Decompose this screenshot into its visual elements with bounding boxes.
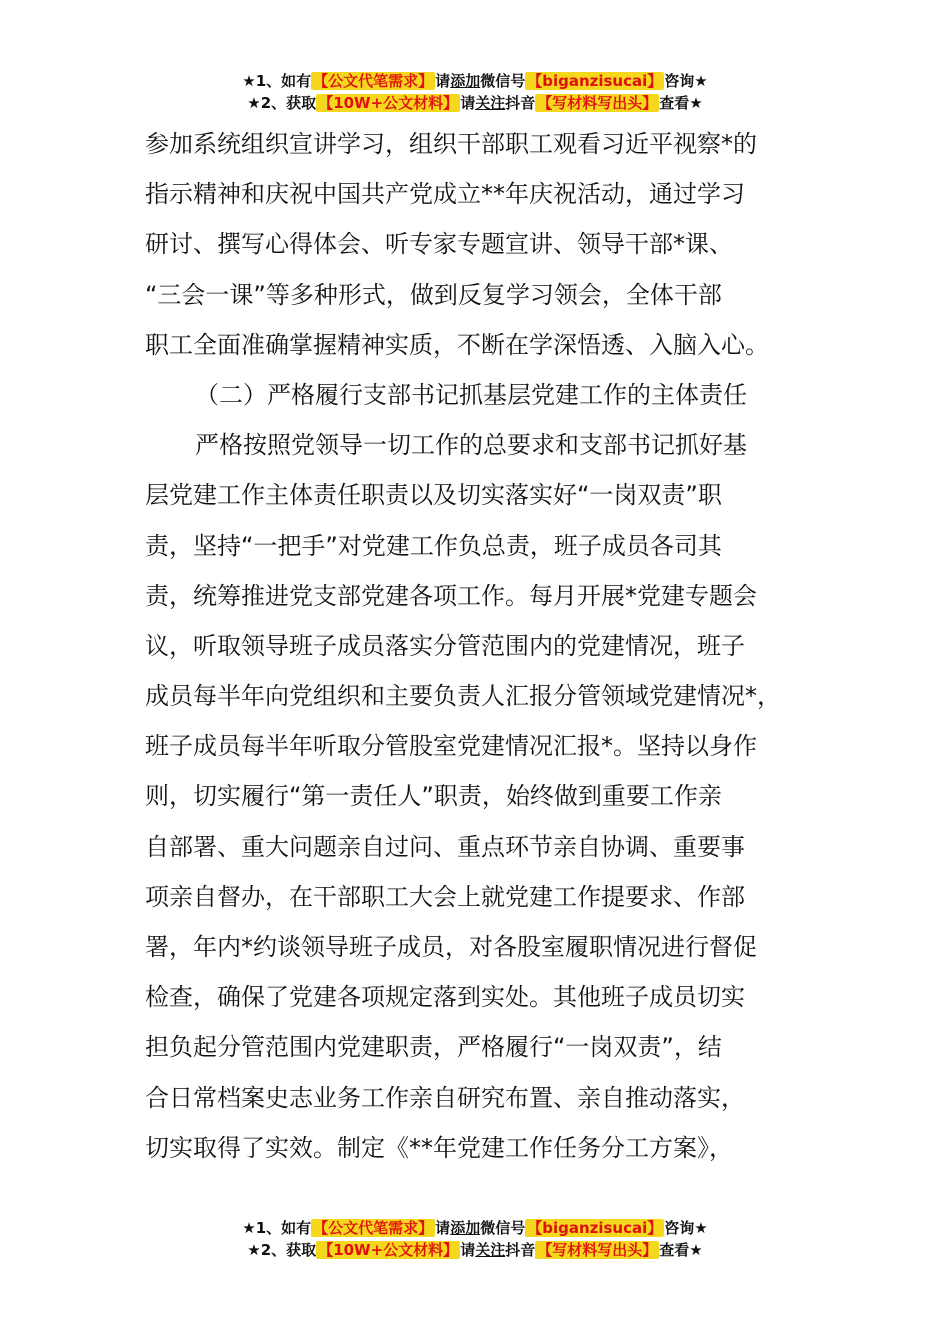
section-heading: （二）严格履行支部书记抓基层党建工作的主体责任: [195, 380, 747, 409]
banner-line-1: [0, 70, 950, 92]
body-line: 检查，确保了党建各项规定落到实处。其他班子成员切实: [145, 983, 745, 1012]
banner-text: ★1、如有: [242, 72, 312, 90]
banner-text: 查看★: [659, 94, 703, 112]
body-line: 成员每半年向党组织和主要负责人汇报分管领域党建情况*，: [145, 682, 781, 711]
body-line: 职工全面准确掌握精神实质，不断在学深悟透、入脑入心。: [145, 330, 769, 359]
body-line: 参加系统组织宣讲学习，组织干部职工观看习近平视察*的: [145, 130, 757, 158]
footer-banner: [0, 1217, 950, 1261]
banner-text: 请: [460, 1241, 476, 1259]
body-line: 自部署、重大问题亲自过问、重点环节亲自协调、重要事: [145, 832, 745, 861]
douyin-id-highlight: 【写材料写出头】: [537, 94, 658, 112]
banner-text: 咨询★: [664, 72, 708, 90]
body-line: 责，坚持“一把手”对党建工作负总责，班子成员各司其: [145, 531, 722, 560]
body-line: 则，切实履行“第一责任人”职责，始终做到重要工作亲: [145, 782, 722, 811]
wechat-id-highlight: 【biganzisucai】: [527, 72, 663, 90]
banner-text: 查看★: [659, 1241, 703, 1259]
banner-text: 添加: [450, 72, 481, 90]
banner-text: 关注: [475, 1241, 506, 1259]
banner-text: ★2、获取: [247, 94, 317, 112]
banner-highlight: 【公文代笔需求】: [313, 72, 434, 90]
banner-text: 添加: [450, 1219, 481, 1237]
banner-line-2: [0, 92, 950, 114]
banner-text: 微信号: [480, 72, 526, 90]
body-line: 合日常档案史志业务工作亲自研究布置、亲自推动落实，: [145, 1083, 745, 1112]
douyin-id-highlight: 【写材料写出头】: [537, 1241, 658, 1259]
body-line: 署，年内*约谈领导班子成员，对各股室履职情况进行督促: [145, 933, 757, 961]
body-line: 担负起分管范围内党建职责，严格履行“一岗双责”，结: [145, 1033, 722, 1062]
body-line: 层党建工作主体责任职责以及切实落实好“一岗双责”职: [145, 481, 722, 510]
body-line: 研讨、撰写心得体会、听专家专题宣讲、领导干部*课、: [145, 230, 733, 259]
banner-line-2: [0, 1239, 950, 1261]
banner-text: 抖音: [505, 1241, 536, 1259]
banner-text: 请: [460, 94, 476, 112]
document-body: [145, 119, 825, 1173]
wechat-id-highlight: 【biganzisucai】: [527, 1219, 663, 1237]
header-banner: [0, 70, 950, 114]
body-line: 切实取得了实效。制定《**年党建工作任务分工方案》，: [145, 1133, 733, 1162]
banner-text: 请: [435, 1219, 451, 1237]
banner-text: ★1、如有: [242, 1219, 312, 1237]
banner-highlight: 【10W+公文材料】: [318, 1241, 459, 1259]
body-line: “三会一课”等多种形式，做到反复学习领会，全体干部: [145, 280, 722, 309]
banner-text: 抖音: [505, 94, 536, 112]
body-line: 班子成员每半年听取分管股室党建情况汇报*。坚持以身作: [145, 732, 757, 761]
banner-text: ★2、获取: [247, 1241, 317, 1259]
banner-text: 关注: [475, 94, 506, 112]
banner-highlight: 【公文代笔需求】: [313, 1219, 434, 1237]
body-line: 项亲自督办，在干部职工大会上就党建工作提要求、作部: [145, 882, 745, 911]
body-line: 严格按照党领导一切工作的总要求和支部书记抓好基: [195, 431, 747, 460]
banner-text: 咨询★: [664, 1219, 708, 1237]
banner-highlight: 【10W+公文材料】: [318, 94, 459, 112]
body-line: 指示精神和庆祝中国共产党成立**年庆祝活动，通过学习: [145, 180, 745, 209]
banner-line-1: [0, 1217, 950, 1239]
body-line: 责，统筹推进党支部党建各项工作。每月开展*党建专题会: [145, 581, 757, 610]
banner-text: 请: [435, 72, 451, 90]
body-line: 议，听取领导班子成员落实分管范围内的党建情况，班子: [145, 631, 745, 660]
banner-text: 微信号: [480, 1219, 526, 1237]
